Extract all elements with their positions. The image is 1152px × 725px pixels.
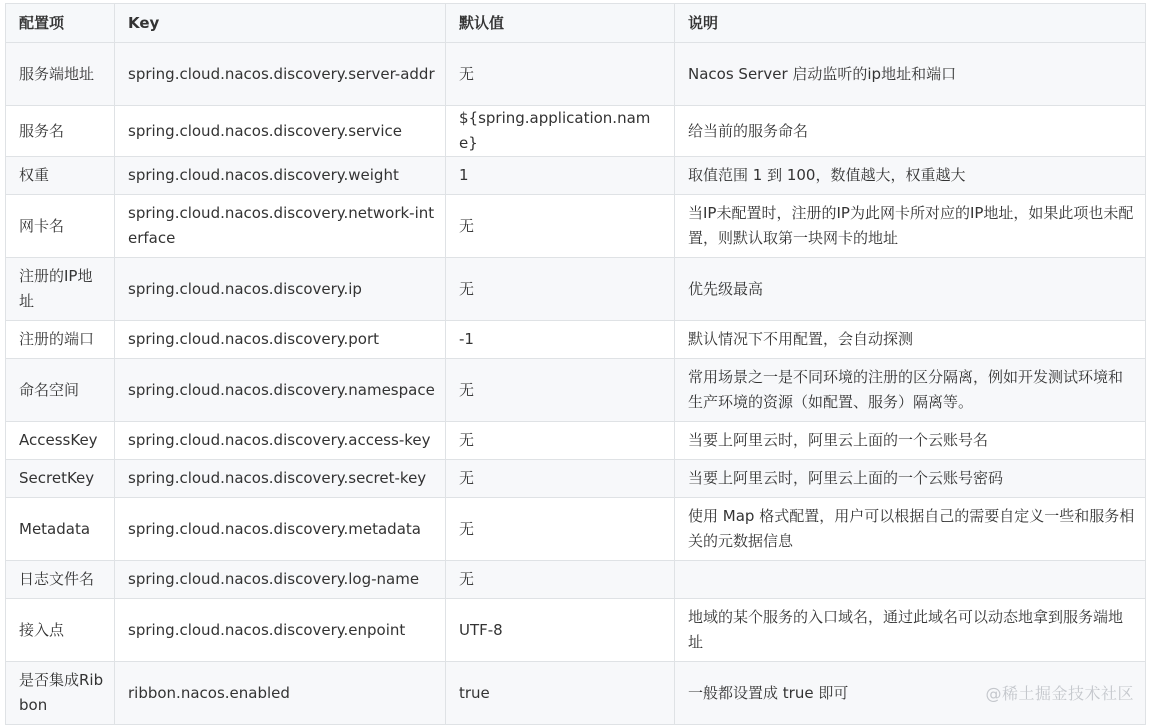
- cell-config-item: 网卡名: [6, 195, 115, 258]
- cell-config-item: AccessKey: [6, 422, 115, 460]
- config-table: [5, 3, 1146, 725]
- cell-description: 使用 Map 格式配置，用户可以根据自己的需要自定义一些和服务相关的元数据信息: [675, 498, 1146, 561]
- header-default-value: 默认值: [446, 4, 675, 43]
- cell-description: [675, 561, 1146, 599]
- cell-description: 默认情况下不用配置，会自动探测: [675, 321, 1146, 359]
- cell-description: 优先级最高: [675, 258, 1146, 321]
- cell-default-value: 无: [446, 43, 675, 106]
- cell-key: spring.cloud.nacos.discovery.access-key: [115, 422, 446, 460]
- cell-key: spring.cloud.nacos.discovery.weight: [115, 157, 446, 195]
- cell-default-value: 无: [446, 195, 675, 258]
- cell-default-value: -1: [446, 321, 675, 359]
- cell-key: spring.cloud.nacos.discovery.enpoint: [115, 599, 446, 662]
- cell-config-item: 服务名: [6, 106, 115, 157]
- cell-config-item: SecretKey: [6, 460, 115, 498]
- cell-description: 当要上阿里云时，阿里云上面的一个云账号名: [675, 422, 1146, 460]
- cell-description: 常用场景之一是不同环境的注册的区分隔离，例如开发测试环境和生产环境的资源（如配置、服务）隔离等。: [675, 359, 1146, 422]
- cell-key: spring.cloud.nacos.discovery.secret-key: [115, 460, 446, 498]
- header-config-item: 配置项: [6, 4, 115, 43]
- cell-key: spring.cloud.nacos.discovery.network-interface: [115, 195, 446, 258]
- cell-config-item: 权重: [6, 157, 115, 195]
- cell-description: 地域的某个服务的入口域名，通过此域名可以动态地拿到服务端地址: [675, 599, 1146, 662]
- table-row: [6, 422, 1146, 460]
- table-row: [6, 599, 1146, 662]
- watermark: @稀土掘金技术社区: [985, 684, 1134, 703]
- table-row: [6, 106, 1146, 157]
- table-row: [6, 359, 1146, 422]
- cell-config-item: 服务端地址: [6, 43, 115, 106]
- header-description: 说明: [675, 4, 1146, 43]
- cell-config-item: 注册的IP地址: [6, 258, 115, 321]
- cell-default-value: 无: [446, 359, 675, 422]
- cell-config-item: 注册的端口: [6, 321, 115, 359]
- cell-config-item: 是否集成Ribbon: [6, 662, 115, 725]
- cell-default-value: 1: [446, 157, 675, 195]
- cell-description: 取值范围 1 到 100，数值越大，权重越大: [675, 157, 1146, 195]
- table-row: [6, 662, 1146, 725]
- cell-key: spring.cloud.nacos.discovery.service: [115, 106, 446, 157]
- cell-config-item: 命名空间: [6, 359, 115, 422]
- cell-default-value: ${spring.application.name}: [446, 106, 675, 157]
- table-row: [6, 498, 1146, 561]
- table-row: [6, 561, 1146, 599]
- cell-key: spring.cloud.nacos.discovery.ip: [115, 258, 446, 321]
- cell-description: 给当前的服务命名: [675, 106, 1146, 157]
- cell-key: spring.cloud.nacos.discovery.metadata: [115, 498, 446, 561]
- cell-default-value: 无: [446, 498, 675, 561]
- cell-key: spring.cloud.nacos.discovery.log-name: [115, 561, 446, 599]
- cell-default-value: UTF-8: [446, 599, 675, 662]
- cell-key: ribbon.nacos.enabled: [115, 662, 446, 725]
- cell-default-value: true: [446, 662, 675, 725]
- cell-description: 当IP未配置时，注册的IP为此网卡所对应的IP地址，如果此项也未配置，则默认取第一块网卡的地址: [675, 195, 1146, 258]
- cell-key: spring.cloud.nacos.discovery.server-addr: [115, 43, 446, 106]
- header-row: [6, 4, 1146, 43]
- cell-default-value: 无: [446, 561, 675, 599]
- cell-key: spring.cloud.nacos.discovery.namespace: [115, 359, 446, 422]
- cell-description: 当要上阿里云时，阿里云上面的一个云账号密码: [675, 460, 1146, 498]
- cell-default-value: 无: [446, 422, 675, 460]
- cell-config-item: Metadata: [6, 498, 115, 561]
- cell-default-value: 无: [446, 258, 675, 321]
- cell-config-item: 接入点: [6, 599, 115, 662]
- table-row: [6, 157, 1146, 195]
- table-row: [6, 43, 1146, 106]
- cell-key: spring.cloud.nacos.discovery.port: [115, 321, 446, 359]
- table-row: [6, 321, 1146, 359]
- cell-default-value: 无: [446, 460, 675, 498]
- table-row: [6, 460, 1146, 498]
- cell-description: 一般都设置成 true 即可: [675, 662, 1146, 725]
- table-row: [6, 258, 1146, 321]
- cell-description: Nacos Server 启动监听的ip地址和端口: [675, 43, 1146, 106]
- header-key: Key: [115, 4, 446, 43]
- table-body: [6, 43, 1146, 725]
- table-row: [6, 195, 1146, 258]
- cell-config-item: 日志文件名: [6, 561, 115, 599]
- table-header: [6, 4, 1146, 43]
